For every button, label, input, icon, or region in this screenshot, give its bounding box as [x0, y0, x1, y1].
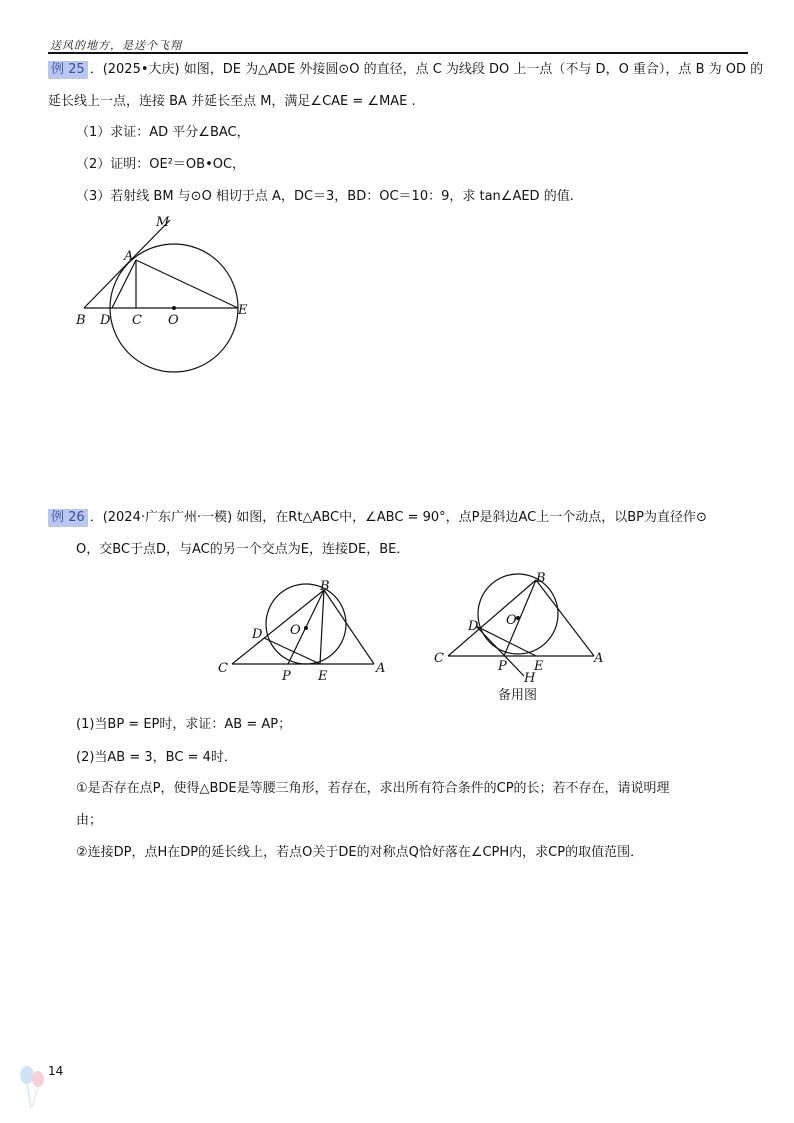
ex25-stem-2: 延长线上一点，连接 BA 并延长至点 M，满足∠CAE = ∠MAE .	[48, 94, 416, 109]
ex25-center-dot	[172, 306, 176, 310]
ex25-question-2: （2）证明：OE²＝OB•OC，	[76, 157, 246, 172]
ex25-label-e: E	[238, 303, 248, 318]
ex26-question-2a-line2: 由；	[76, 813, 103, 828]
ex25-figure	[70, 210, 270, 380]
ex26-fig1-segment-be	[320, 590, 324, 664]
page-header	[48, 36, 748, 54]
ex26-fig2-label-h: H	[524, 671, 536, 686]
ex26-question-2: (2)当AB = 3，BC = 4时．	[76, 750, 237, 765]
ex26-fig1-center-dot	[304, 626, 308, 630]
ex26-stem-2: O，交BC于点D，与AC的另一个交点为E，连接DE，BE．	[76, 542, 410, 557]
ex26-fig2-label-b: B	[536, 571, 546, 586]
ex25-line-bm	[84, 220, 170, 308]
header-slogan: 送风的地方，是送个飞翔	[50, 39, 182, 52]
ex26-tag: 例 26	[48, 509, 88, 527]
ex25-label-c: C	[132, 313, 142, 328]
ex25-stem-1: ．(2025•大庆) 如图，DE 为△ADE 外接圆⊙O 的直径，点 C 为线段 DO 上一点（不与 D，O 重合），点 B 为 OD 的	[89, 62, 764, 77]
ex26-fig1-label-b: B	[320, 579, 330, 594]
ex26-fig1-label-o: O	[290, 623, 301, 638]
ex26-fig1-side-ba	[324, 590, 374, 664]
ex26-fig2-label-a: A	[594, 651, 604, 666]
ex26-figure-2	[426, 566, 616, 688]
balloon-logo	[18, 1065, 48, 1109]
ex26-question-2a-line1: ①是否存在点P，使得△BDE是等腰三角形，若存在，求出所有符合条件的CP的长；若不存在，请说明理	[76, 781, 670, 796]
ex26-fig1-segment-de	[264, 638, 320, 664]
ex26-fig1-label-p: P	[282, 669, 291, 684]
ex26-question-2b: ②连接DP，点H在DP的延长线上，若点O关于DE的对称点Q恰好落在∠CPH内，求CP的取值范围．	[76, 845, 644, 860]
ex26-fig2-label-p: P	[498, 659, 507, 674]
ex25-label-a: A	[124, 249, 134, 264]
ex26-fig2-circle-o	[478, 574, 558, 654]
ex26-fig2-label-e: E	[534, 659, 544, 674]
header-rule	[48, 52, 748, 54]
ex25-line1	[48, 61, 763, 79]
ex25-label-b: B	[76, 313, 86, 328]
ex25-label-m: M	[156, 215, 170, 230]
ex26-fig2-side-ba	[536, 580, 594, 656]
ex26-line1	[48, 509, 707, 527]
ex26-fig1-circle-o	[266, 584, 346, 664]
ex25-tag: 例 25	[48, 61, 88, 79]
ex26-fig2-label-o: O	[506, 613, 517, 628]
ex26-fig1-label-c: C	[218, 661, 228, 676]
ex25-question-3: （3）若射线 BM 与⊙O 相切于点 A，DC＝3，BD：OC＝10：9，求 tan∠AED 的值.	[76, 189, 574, 204]
ex25-question-1: （1）求证：AD 平分∠BAC，	[76, 125, 250, 140]
ex26-stem-1: ．(2024·广东广州·一模) 如图，在Rt△ABC中，∠ABC = 90°，点P是斜边AC上一个动点，以BP为直径作⊙	[89, 510, 707, 525]
ex26-fig1-label-e: E	[318, 669, 328, 684]
ex25-label-o: O	[168, 313, 179, 328]
ex26-figure-2-caption: 备用图	[498, 688, 538, 703]
ex26-fig2-label-c: C	[434, 651, 444, 666]
page-number: 14	[48, 1064, 64, 1078]
ex26-fig1-label-a: A	[376, 661, 386, 676]
ex26-question-1: (1)当BP = EP时，求证：AB = AP；	[76, 717, 292, 732]
ex25-label-d: D	[100, 313, 111, 328]
ex26-fig1-label-d: D	[252, 627, 263, 642]
ex26-fig2-label-d: D	[468, 619, 479, 634]
ex26-figure-1	[212, 576, 392, 688]
